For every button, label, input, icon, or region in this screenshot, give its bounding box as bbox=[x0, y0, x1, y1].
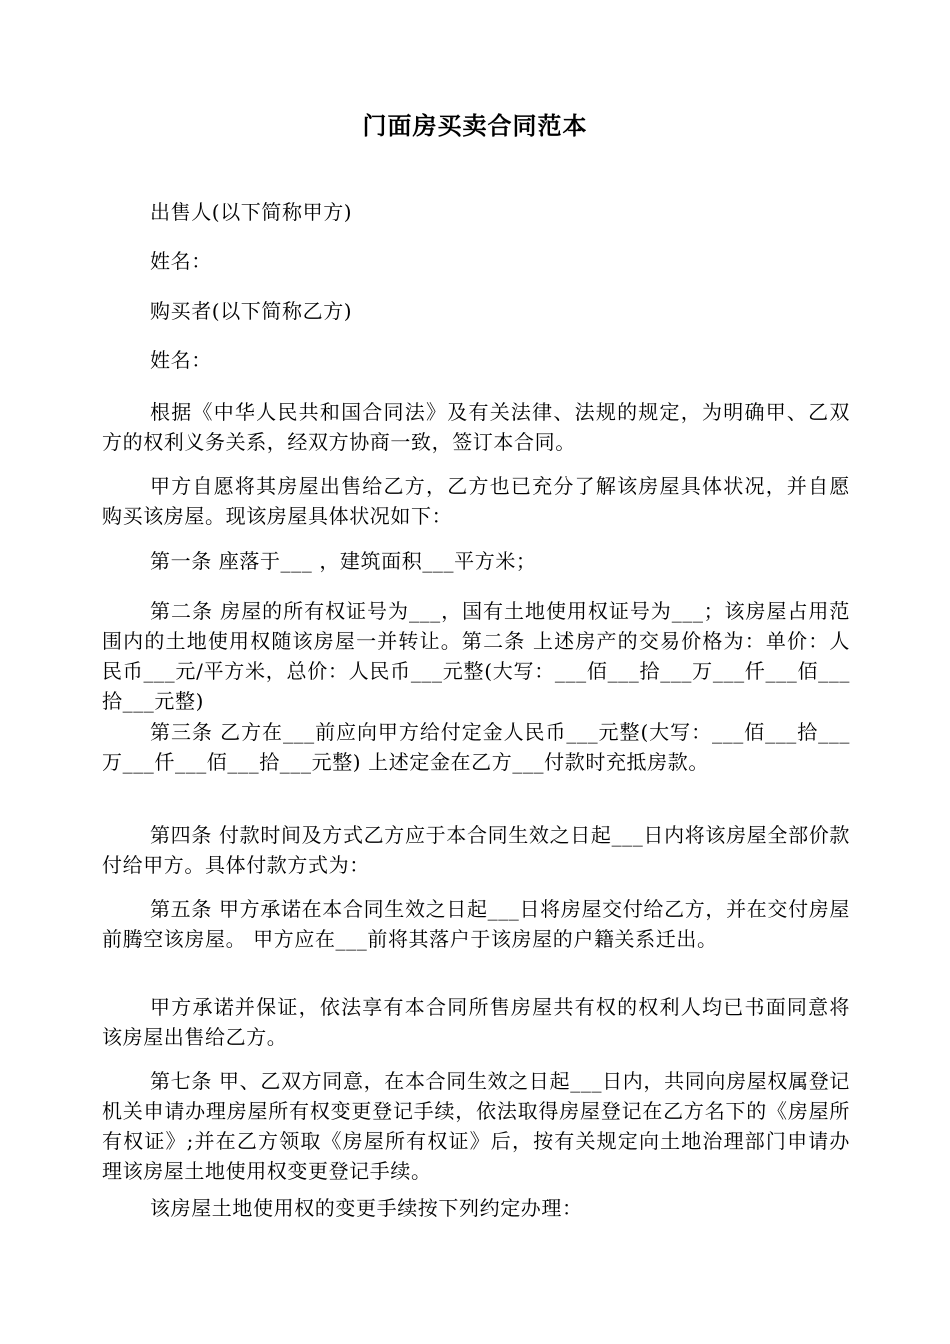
paragraph-article-3: 第三条 乙方在___前应向甲方给付定金人民币___元整(大写：___佰___拾___万___仟___佰___拾___元整) 上述定金在乙方___付款时充抵房款。 bbox=[102, 720, 850, 774]
paragraph-buyer-name: 姓名： bbox=[150, 348, 212, 372]
paragraph-article-1: 第一条 座落于___ ，建筑面积___平方米； bbox=[150, 549, 537, 573]
paragraph-article-4: 第四条 付款时间及方式乙方应于本合同生效之日起___日内将该房屋全部价款付给甲方。具体付款方式为： bbox=[102, 823, 850, 877]
paragraph-guarantee: 甲方承诺并保证，依法享有本合同所售房屋共有权的权利人均已书面同意将该房屋出售给乙方。 bbox=[102, 995, 850, 1049]
paragraph-buyer-label: 购买者(以下简称乙方) bbox=[150, 299, 353, 323]
paragraph-intent: 甲方自愿将其房屋出售给乙方，乙方也已充分了解该房屋具体状况，并自愿购买该房屋。现该房屋具体状况如下： bbox=[102, 474, 850, 528]
paragraph-article-2: 第二条 房屋的所有权证号为___，国有土地使用权证号为___；该房屋占用范围内的土地使用权随该房屋一并转让。第二条 上述房产的交易价格为：单价：人民币___元/平方米，总价：人民币___元整(大写：___佰___拾___万___仟___佰___拾___元整) bbox=[102, 599, 850, 713]
paragraph-article-5: 第五条 甲方承诺在本合同生效之日起___日将房屋交付给乙方，并在交付房屋前腾空该房屋。 甲方应在___前将其落户于该房屋的户籍关系迁出。 bbox=[102, 897, 850, 951]
document-title: 门面房买卖合同范本 bbox=[362, 112, 588, 140]
paragraph-preamble: 根据《中华人民共和国合同法》及有关法律、法规的规定，为明确甲、乙双方的权利义务关系，经双方协商一致，签订本合同。 bbox=[102, 400, 850, 454]
paragraph-land-use: 该房屋土地使用权的变更手续按下列约定办理： bbox=[150, 1196, 583, 1220]
paragraph-seller-name: 姓名： bbox=[150, 249, 212, 273]
paragraph-seller-label: 出售人(以下简称甲方) bbox=[150, 200, 353, 224]
paragraph-article-7: 第七条 甲、乙双方同意，在本合同生效之日起___日内，共同向房屋权属登记机关申请办理房屋所有权变更登记手续，依法取得房屋登记在乙方名下的《房屋所有权证》;并在乙方领取《房屋所有权证》后，按有关规定向土地治理部门申请办理该房屋土地使用权变更登记手续。 bbox=[102, 1069, 850, 1183]
